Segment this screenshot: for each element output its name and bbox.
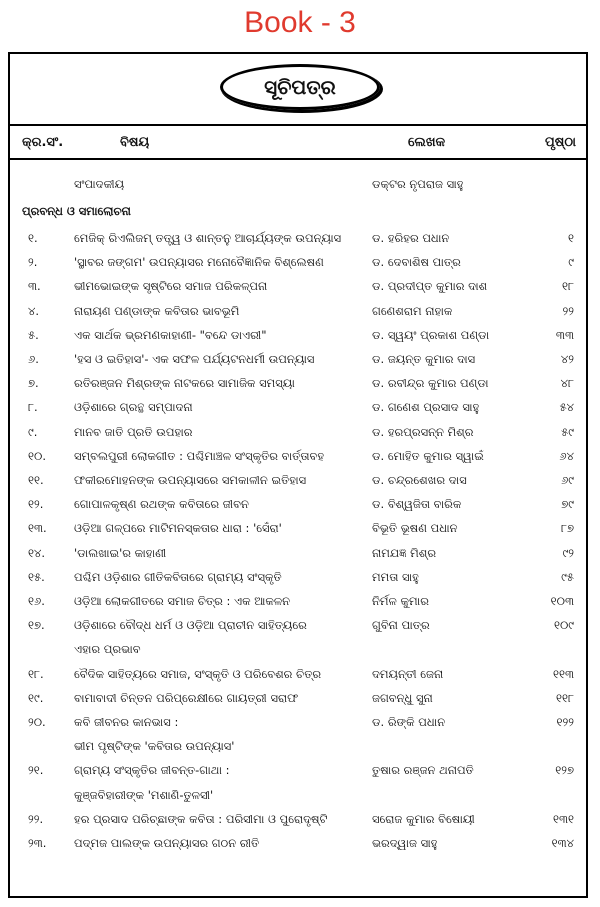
entry-number: ୨୩. [28,836,47,850]
toc-entry[interactable] [10,760,586,802]
entry-number: ୧୭. [28,618,45,633]
entry-number: ୪. [28,303,40,318]
section-heading [10,201,586,223]
toc-entry[interactable] [10,543,586,565]
entry-title: ମାନବ ଜାତି ପ୍ରତି ଉପହାର [74,424,193,439]
entry-title: ଏକ ସାର୍ଥକ ଭ୍ରମଣକାହାଣୀ- "ବନ୍ଦେ ଡାଏରୀ" [74,327,267,342]
toc-entry[interactable] [10,301,586,323]
toc-entry[interactable] [10,470,586,492]
entry-title: ଓଡ଼ିଶାରେ ବୌଦ୍ଧ ଧର୍ମ ଓ ଓଡ଼ିଆ ପ୍ରାଚୀନ ସାହିତ୍ୟରେ [74,618,307,633]
toc-entry[interactable] [10,688,586,710]
column-header-row [10,124,586,160]
toc-entry[interactable] [10,664,586,686]
toc-entry[interactable] [10,615,586,657]
entry-number: ୧୧. [28,473,44,487]
entry-title: ନାରାୟଣ ପଣ୍ଡାଙ୍କ କବିତାର ଭାବଭୂମି [74,303,240,318]
toc-entry[interactable] [10,833,586,855]
entry-page: ୧୨୨ [556,715,574,729]
toc-entry[interactable] [10,325,586,347]
entry-number: ୨୧. [28,763,44,778]
entry-page: ୯ [568,255,574,270]
entry-page: ୧୩୪ [551,836,574,850]
entry-author: ଜଗବନ୍ଧୁ ସୁନା [372,690,433,705]
entry-number: ୧. [28,231,38,245]
toc-entry[interactable] [10,712,586,754]
entry-author: ବିଭୂତି ଭୂଷଣ ପଧାନ [372,521,458,536]
title-area [10,54,586,118]
entry-author: ଡ. ଚନ୍ଦ୍ରଶେଖର ଦାସ [372,473,467,487]
entry-author: ନାମଯଜ୍ଞ ମିଶ୍ର [372,545,437,560]
entry-author: ଡ. ହରପ୍ରସନ୍ନ ମିଶ୍ର [372,424,474,439]
entry-title-continued: ଏହାର ପ୍ରଭାବ [74,642,141,657]
entry-page: ୭୯ [561,497,574,512]
entry-title-continued: ଭୀମ ପୃଷ୍ଟିଙ୍କ 'କବିତାର ଉପନ୍ୟାସ' [74,739,235,754]
entry-page: ୧୦୩ [550,594,574,608]
entry-number: ୧୪. [28,545,46,560]
entry-number: ୬. [28,352,39,366]
entry-title: ଗୋପାଳକୃଷ୍ଣ ରଥଙ୍କ କବିତାରେ ଜୀବନ [74,497,249,512]
contents-frame [8,52,588,898]
entry-number: ୧୩. [28,521,47,536]
entry-number: ୨. [28,255,38,270]
editorial-author: ଡକ୍ଟର ନୃପରାଜ ସାହୁ [372,177,464,191]
entry-title: ଓଡ଼ିଶାରେ ଗ୍ରନ୍ଥ ସମ୍ପାଦନା [74,400,193,415]
column-author: ଲେଖକ [408,135,446,150]
entry-page: ୧୨୭ [555,763,574,778]
entry-author: ମମତା ସାହୁ [372,569,419,584]
entry-author: ଡ. ଜୟନ୍ତ କୁମାର ଦାସ [372,352,476,366]
toc-entry[interactable] [10,567,586,589]
entry-title-continued: କୁଞ୍ଜବିହାରୀଙ୍କ 'ମଶାଣି-ତୁଳସୀ' [74,787,214,802]
column-serial: କ୍ର.ସଂ. [22,135,64,150]
toc-entry[interactable] [10,397,586,419]
entry-title: ଓଡ଼ିଆ ଗଳ୍ପରେ ମାଟିମନସ୍କତାର ଧାରା : 'ସେଁରା' [74,521,282,536]
toc-entry[interactable] [10,446,586,468]
entry-page: ୧୩୧ [552,811,574,826]
entry-page: ୧୦୯ [553,618,574,633]
entry-title: ହର ପ୍ରସାଦ ପରିଚ୍ଛାଙ୍କ କବିତା : ପରିସୀମା ଓ ପୁରୋଦୃଷ୍ଟି [74,811,328,826]
entry-number: ୧୨. [28,497,44,512]
toc-entry[interactable] [10,373,586,395]
entry-page: ୬୯ [561,473,574,487]
entry-page: ୪୨ [560,352,574,366]
entry-title: ପଶ୍ଚିମ ଓଡ଼ିଶାର ଗୀତିକବିତାରେ ଗ୍ରାମ୍ୟ ସଂସ୍କୃତି [74,569,282,584]
entry-page: ୨୨ [562,303,574,318]
entry-author: ଗଣେଶରାମ ନାହାକ [372,303,453,318]
entry-page: ୮୭ [560,521,574,536]
entry-page: ୬୪ [559,448,574,463]
toc-entry[interactable] [10,349,586,371]
entry-number: ୮. [28,400,38,415]
entry-number: ୯. [28,424,38,439]
entry-page: ୧୧୩ [552,666,574,681]
entry-author: ଡ. ଦେବାଶିଷ ପାତ୍ର [372,255,461,270]
entry-author: ସରୋଜ କୁମାର ବିଷୋୟୀ [372,811,475,826]
editorial-title: ସଂପାଦକୀୟ [74,177,125,191]
entry-page: ୧ [568,231,574,245]
entry-title: ବୈଦିକ ସାହିତ୍ୟରେ ସମାଜ, ସଂସ୍କୃତି ଓ ପରିବେଶର ଚିତ୍ର [74,666,322,681]
entry-number: ୨୦. [28,715,46,729]
toc-entry[interactable] [10,809,586,831]
toc-entry[interactable] [10,591,586,613]
entry-number: ୩. [28,279,41,294]
toc-title: ସୂଚିପତ୍ର [220,64,380,110]
entry-title: ଓଡ଼ିଆ ଲୋକଗୀତରେ ସମାଜ ଚିତ୍ର : ଏକ ଆକଳନ [74,594,291,608]
entry-author: ତୁଷାର ରଞ୍ଜନ ଥନାପତି [372,763,474,778]
entry-author: ଦମୟନ୍ତୀ ଜେନା [372,666,444,681]
entry-number: ୧୮. [28,666,44,681]
entry-number: ୧୫. [28,569,45,584]
column-subject: ବିଷୟ [120,135,150,150]
column-page: ପୃଷ୍ଠା [545,135,576,150]
entry-number: ୧୬. [28,594,45,608]
entry-author: ଗୁବିନା ପାତ୍ର [372,618,430,633]
entry-author: ଡ. ମୋହିତ କୁମାର ସ୍ୱାଇଁ [372,448,484,463]
entry-page: ୧୮ [562,279,574,294]
entry-page: ୫୯ [561,424,574,439]
entry-title: ପଦ୍ମଜ ପାଲଙ୍କ ଉପନ୍ୟାସର ଗଠନ ରୀତି [74,836,260,850]
entry-author: ଡ. ବିଶ୍ୱଜିତା ବାରିକ [372,497,462,512]
entry-author: ଡ. ରବୀନ୍ଦ୍ର କୁମାର ପଣ୍ଡା [372,376,489,391]
entry-page: ୯୫ [561,569,574,584]
book-heading: Book - 3 [244,6,356,39]
entry-title: 'ଡାଲଖାଇ'ର କାହାଣୀ [74,545,167,560]
entry-author: ଡ. ସ୍ୱୟଂ ପ୍ରକାଶ ପଣ୍ଡା [372,327,490,342]
toc-entry[interactable] [10,494,586,516]
entry-title: 'ସ୍ଥାବର ଜଙ୍ଗମ' ଉପନ୍ୟାସର ମନୋବୈଜ୍ଞାନିକ ବିଶ୍ଲେଷଣ [74,255,324,270]
entry-number: ୫. [28,327,39,342]
section-title: ପ୍ରବନ୍ଧ ଓ ସମାଲୋଚନା [22,204,131,218]
editorial-row[interactable] [10,174,586,196]
entry-page: ୧୧୮ [556,690,574,705]
toc-entry[interactable] [10,228,586,250]
entry-number: ୧୦. [28,448,46,463]
entry-number: ୧୯. [28,690,44,705]
entry-title: 'ହସ ଓ ଇତିହାସ'- ଏକ ସଫଳ ପର୍ଯ୍ୟଟନଧର୍ମୀ ଉପନ୍ୟାସ [74,352,315,366]
entry-page: ୯୨ [562,545,574,560]
entry-title: ଭୀମଭୋଇଙ୍କ ସୃଷ୍ଟିରେ ସମାଜ ପରିକଳ୍ପନା [74,279,268,294]
entry-title: ବାମାବାଦୀ ଚିନ୍ତନ ପରିପ୍ରେକ୍ଷୀରେ ଗାୟତ୍ରୀ ସରାଫ [74,690,299,705]
entry-number: ୭. [28,376,39,391]
entry-page: ୪୮ [560,376,574,391]
entry-author: ଡ. ଗଣେଶ ପ୍ରସାଦ ସାହୁ [372,400,480,415]
toc-entry[interactable] [10,276,586,298]
entry-title: ଗ୍ରାମ୍ୟ ସଂସ୍କୃତିର ଜୀବନ୍ତ-ଗାଥା : [74,763,230,778]
toc-entry[interactable] [10,252,586,274]
entry-title: ସମ୍ବଲପୁରୀ ଲୋକଗୀତ : ପଶ୍ଚିମାଞ୍ଚଳ ସଂସ୍କୃତିର ବାର୍ତ୍ତାବହ [74,448,325,463]
toc-entry[interactable] [10,422,586,444]
entry-number: ୨୨. [28,811,44,826]
entry-title: ମେଜିକ୍ ରିଏଲିଜମ୍ ତତ୍ତ୍ୱ ଓ ଶାନ୍ତନୁ ଆଚାର୍ଯ୍ୟଙ୍କ ଉପନ୍ୟାସ [74,231,342,245]
entry-author: ଡ. ହରିହର ପଧାନ [372,231,450,245]
toc-entry[interactable] [10,518,586,540]
entry-author: ଡ. ରିଙ୍କି ପଧାନ [372,715,446,729]
entry-page: ୩୩ [555,327,574,342]
entry-author: ନିର୍ମଳ କୁମାର [372,594,429,608]
entry-title: ଫକୀରମୋହନଙ୍କ ଉପନ୍ୟାସରେ ସମକାଳୀନ ଇତିହାସ [74,473,307,487]
entry-title: ରତିରଞ୍ଜନ ମିଶ୍ରଙ୍କ ନାଟକରେ ସାମାଜିକ ସମସ୍ୟା [74,376,295,391]
entry-author: ଭରଦ୍ୱାଜ ସାହୁ [372,836,438,850]
entry-author: ଡ. ପ୍ରଦୀପ୍ତ କୁମାର ଦାଶ [372,279,488,294]
entry-page: ୫୪ [559,400,574,415]
entry-title: କବି ଜୀବନର କାନଭାସ : [74,715,179,729]
